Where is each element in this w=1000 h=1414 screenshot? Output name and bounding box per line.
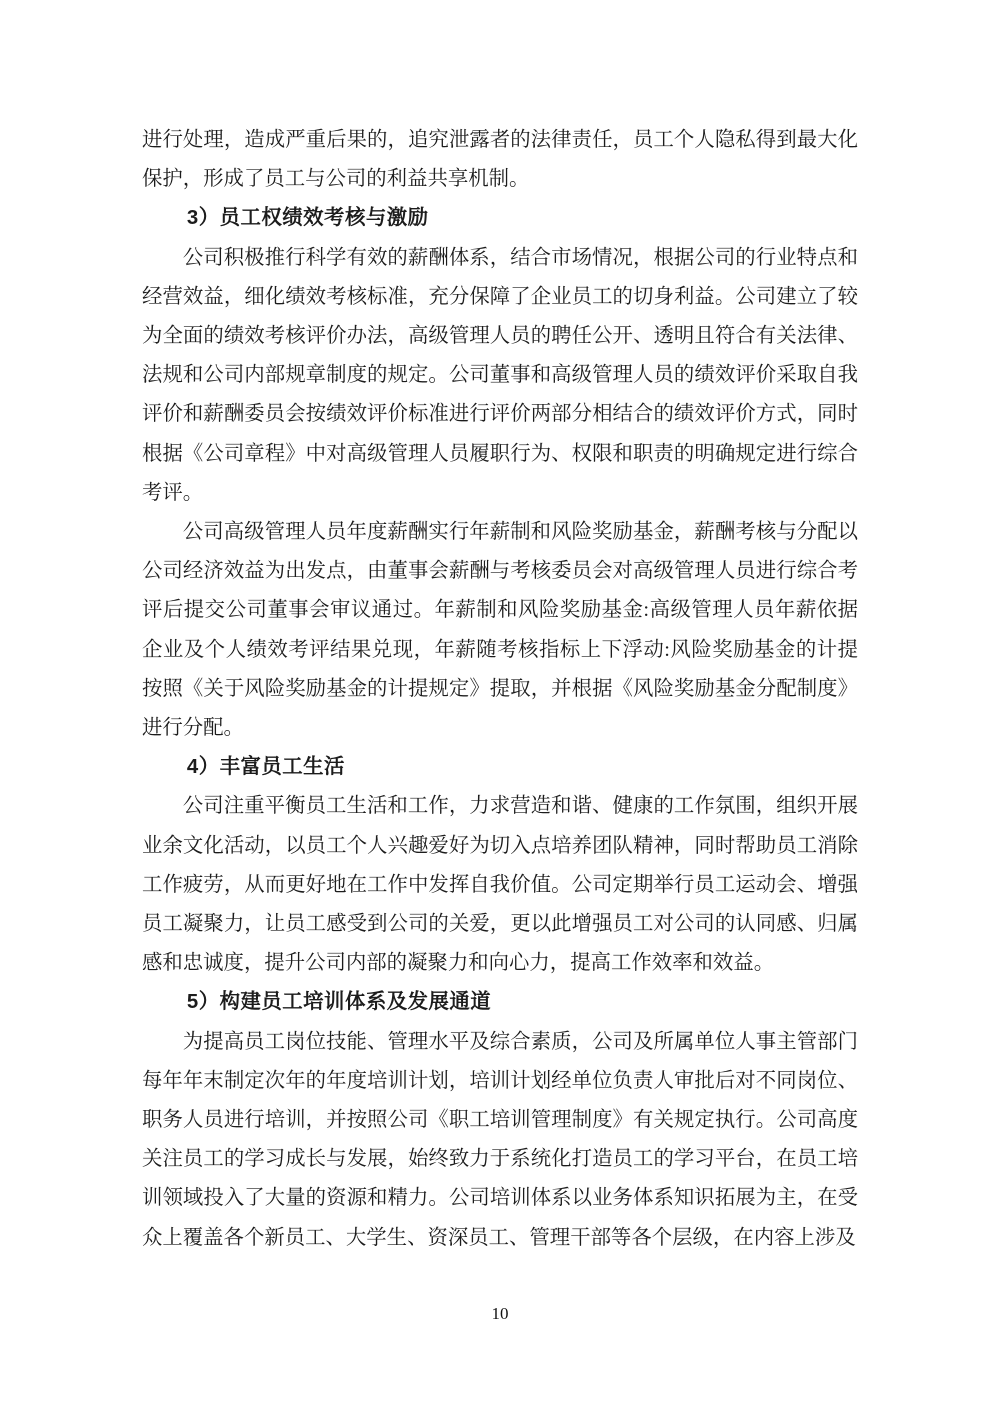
paragraph: 为提高员工岗位技能、管理水平及综合素质，公司及所属单位人事主管部门每年年末制定次年的年度培训计划，培训计划经单位负责人审批后对不同岗位、职务人员进行培训，并按照公司《职工培训管理制度》有关规定执行。公司高度关注员工的学习成长与发展，始终致力于系统化打造员工的学习平台，在员工培训领域投入了大量的资源和精力。公司培训体系以业务体系知识拓展为主，在受众上覆盖各个新员工、大学生、资深员工、管理干部等各个层级，在内容上涉及	[142, 1030, 858, 1249]
paragraph: 公司高级管理人员年度薪酬实行年薪制和风险奖励基金，薪酬考核与分配以公司经济效益为出发点，由董事会薪酬与考核委员会对高级管理人员进行综合考评后提交公司董事会审议通过。年薪制和风险奖励基金:高级管理人员年薪依据企业及个人绩效考评结果兑现，年薪随考核指标上下浮动:风险奖励基金的计提按照《关于风险奖励基金的计提规定》提取，并根据《风险奖励基金分配制度》进行分配。	[142, 521, 858, 740]
section-heading-5: 5）构建员工培训体系及发展通道	[186, 991, 492, 1014]
paragraph: 公司注重平衡员工生活和工作，力求营造和谐、健康的工作氛围，组织开展业余文化活动，以员工个人兴趣爱好为切入点培养团队精神，同时帮助员工消除工作疲劳，从而更好地在工作中发挥自我价值。公司定期举行员工运动会、增强员工凝聚力，让员工感受到公司的关爱，更以此增强员工对公司的认同感、归属感和忠诚度，提升公司内部的凝聚力和向心力，提高工作效率和效益。	[142, 795, 858, 975]
document-body	[142, 121, 858, 1258]
page-number: 10	[491, 1304, 509, 1323]
paragraph-continuation: 进行处理，造成严重后果的，追究泄露者的法律责任，员工个人隐私得到最大化保护，形成了员工与公司的利益共享机制。	[142, 129, 858, 191]
paragraph: 公司积极推行科学有效的薪酬体系，结合市场情况，根据公司的行业特点和经营效益，细化绩效考核标准，充分保障了企业员工的切身利益。公司建立了较为全面的绩效考核评价办法，高级管理人员的聘任公开、透明且符合有关法律、法规和公司内部规章制度的规定。公司董事和高级管理人员的绩效评价采取自我评价和薪酬委员会按绩效评价标准进行评价两部分相结合的绩效评价方式，同时根据《公司章程》中对高级管理人员履职行为、权限和职责的明确规定进行综合考评。	[142, 246, 858, 504]
section-heading-4: 4）丰富员工生活	[186, 756, 345, 779]
section-heading-3: 3）员工权绩效考核与激励	[186, 207, 429, 230]
